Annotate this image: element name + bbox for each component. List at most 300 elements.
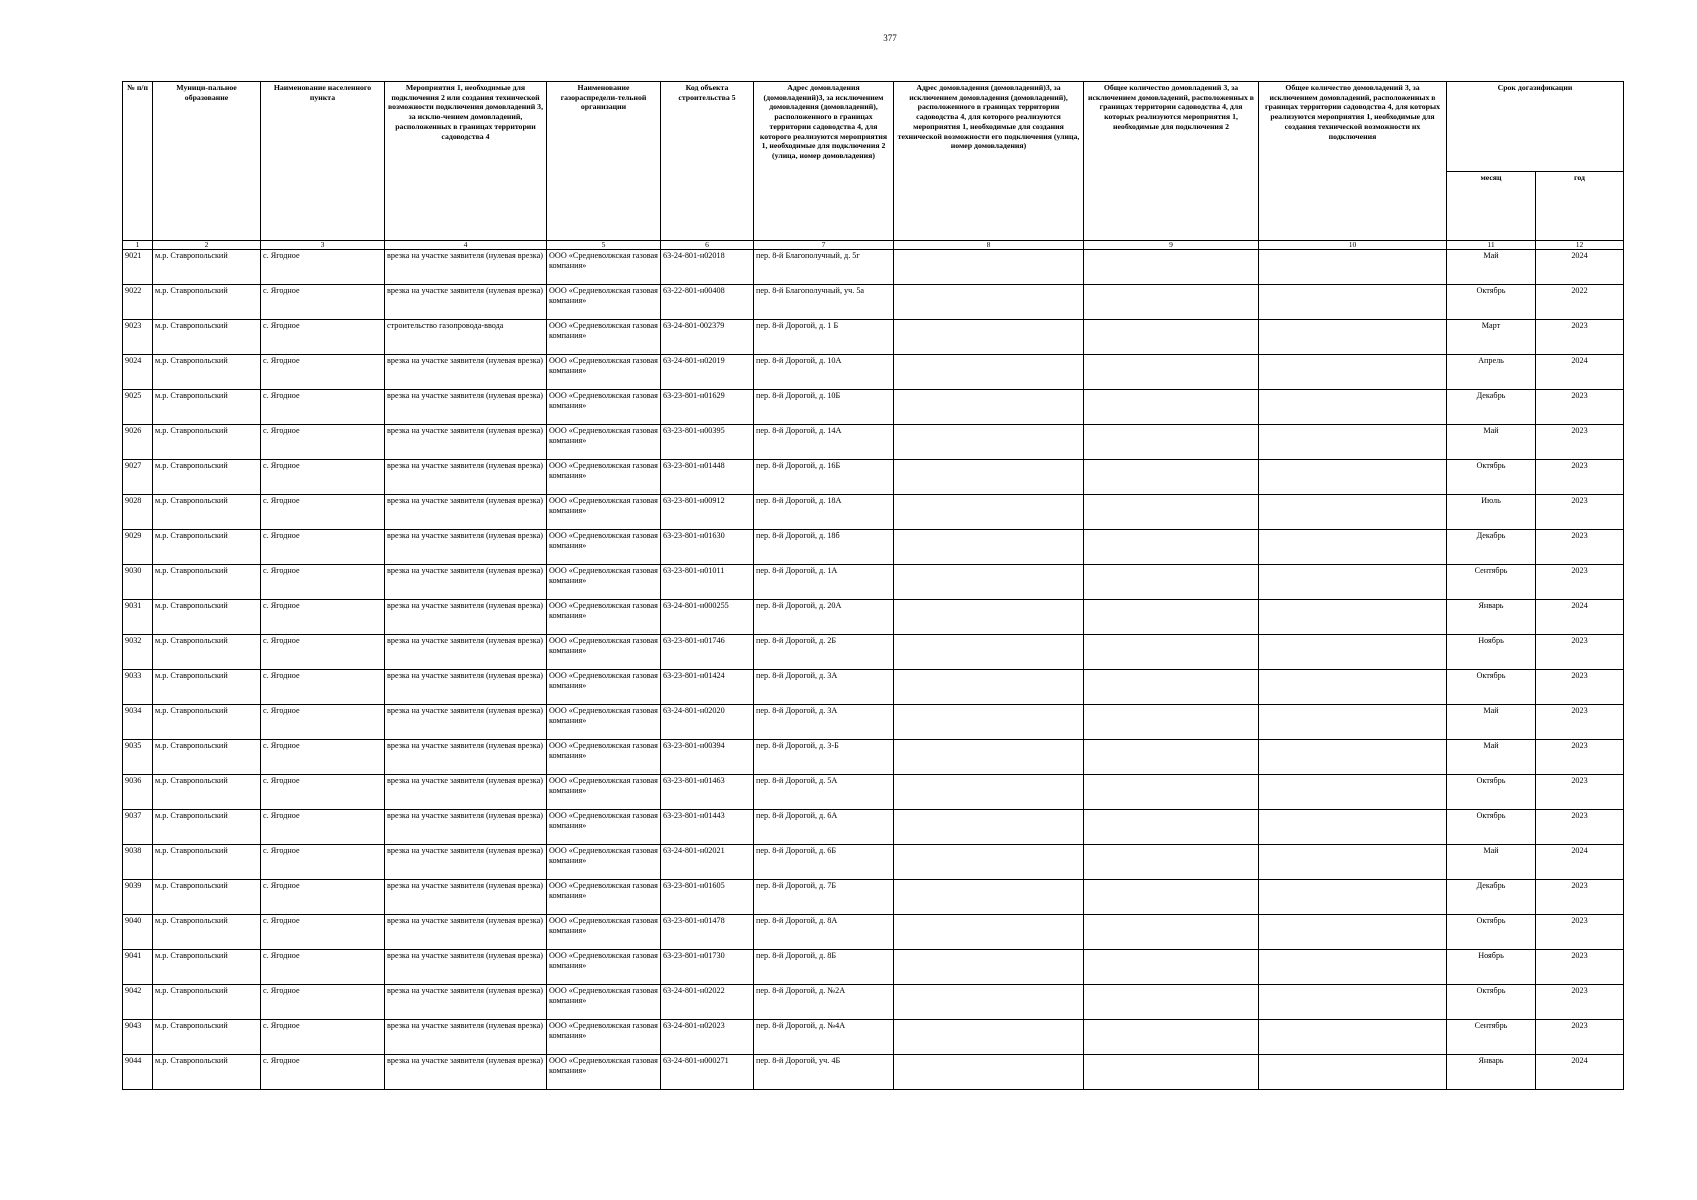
cell-row-number: 9036 [123,775,153,810]
cell-count-connect [1084,600,1259,635]
cell-row-number: 9032 [123,635,153,670]
table-row [123,810,1624,845]
cell-address: пер. 8-й Дорогой, д. 10Б [754,390,894,425]
cell-month: Октябрь [1447,810,1536,845]
cell-settlement: с. Ягодное [261,530,385,565]
column-number: 9 [1084,241,1259,250]
cell-year: 2023 [1536,705,1624,740]
cell-settlement: с. Ягодное [261,320,385,355]
cell-row-number: 9029 [123,530,153,565]
cell-month: Май [1447,740,1536,775]
cell-address-tech [894,565,1084,600]
cell-count-tech [1259,320,1447,355]
column-number: 10 [1259,241,1447,250]
column-number: 12 [1536,241,1624,250]
cell-gas-org: ООО «Средневолжская газовая компания» [547,705,661,740]
cell-row-number: 9035 [123,740,153,775]
cell-year: 2024 [1536,355,1624,390]
cell-municipal: м.р. Ставропольский [153,705,261,740]
cell-gas-org: ООО «Средневолжская газовая компания» [547,1055,661,1090]
cell-settlement: с. Ягодное [261,810,385,845]
cell-row-number: 9038 [123,845,153,880]
table-row [123,670,1624,705]
cell-object-code: 63-23-801-н00394 [661,740,754,775]
cell-count-tech [1259,705,1447,740]
table-row [123,600,1624,635]
cell-address: пер. 8-й Дорогой, д. №2А [754,985,894,1020]
cell-address: пер. 8-й Дорогой, д. 3А [754,705,894,740]
cell-address: пер. 8-й Дорогой, д. 3А [754,670,894,705]
cell-gas-org: ООО «Средневолжская газовая компания» [547,950,661,985]
cell-address-tech [894,460,1084,495]
cell-gas-org: ООО «Средневолжская газовая компания» [547,635,661,670]
cell-settlement: с. Ягодное [261,775,385,810]
cell-address-tech [894,915,1084,950]
cell-address-tech [894,740,1084,775]
cell-year: 2023 [1536,495,1624,530]
cell-measure: врезка на участке заявителя (нулевая врезка) [385,530,547,565]
cell-year: 2023 [1536,670,1624,705]
cell-address-tech [894,635,1084,670]
cell-municipal: м.р. Ставропольский [153,460,261,495]
cell-address: пер. 8-й Дорогой, д. 16Б [754,460,894,495]
cell-settlement: с. Ягодное [261,915,385,950]
cell-measure: врезка на участке заявителя (нулевая врезка) [385,1020,547,1055]
cell-measure: врезка на участке заявителя (нулевая врезка) [385,985,547,1020]
cell-municipal: м.р. Ставропольский [153,915,261,950]
table-row [123,355,1624,390]
cell-municipal: м.р. Ставропольский [153,600,261,635]
cell-measure: врезка на участке заявителя (нулевая врезка) [385,705,547,740]
cell-count-connect [1084,740,1259,775]
table-row [123,880,1624,915]
cell-measure: врезка на участке заявителя (нулевая врезка) [385,495,547,530]
cell-address: пер. 8-й Дорогой, д. 10А [754,355,894,390]
cell-object-code: 63-24-801-н02020 [661,705,754,740]
cell-settlement: с. Ягодное [261,880,385,915]
cell-month: Октябрь [1447,460,1536,495]
cell-year: 2023 [1536,915,1624,950]
table-row [123,1020,1624,1055]
cell-count-tech [1259,775,1447,810]
cell-address-tech [894,845,1084,880]
cell-year: 2022 [1536,285,1624,320]
column-number: 3 [261,241,385,250]
cell-month: Декабрь [1447,390,1536,425]
cell-object-code: 63-24-801-н000255 [661,600,754,635]
cell-measure: врезка на участке заявителя (нулевая врезка) [385,285,547,320]
cell-gas-org: ООО «Средневолжская газовая компания» [547,565,661,600]
table-row [123,250,1624,285]
cell-count-connect [1084,250,1259,285]
cell-year: 2023 [1536,425,1624,460]
cell-count-connect [1084,1055,1259,1090]
cell-gas-org: ООО «Средневолжская газовая компания» [547,320,661,355]
cell-object-code: 63-23-801-н01011 [661,565,754,600]
cell-address: пер. 8-й Дорогой, уч. 4Б [754,1055,894,1090]
column-number: 11 [1447,241,1536,250]
table-row [123,1055,1624,1090]
cell-year: 2023 [1536,880,1624,915]
cell-row-number: 9025 [123,390,153,425]
cell-count-tech [1259,915,1447,950]
cell-month: Сентябрь [1447,565,1536,600]
table-row [123,950,1624,985]
cell-municipal: м.р. Ставропольский [153,355,261,390]
cell-year: 2023 [1536,460,1624,495]
column-number: 7 [754,241,894,250]
cell-month: Ноябрь [1447,635,1536,670]
cell-row-number: 9041 [123,950,153,985]
cell-month: Октябрь [1447,670,1536,705]
table-row [123,845,1624,880]
cell-address-tech [894,390,1084,425]
cell-settlement: с. Ягодное [261,635,385,670]
cell-address: пер. 8-й Дорогой, д. 20А [754,600,894,635]
cell-address: пер. 8-й Дорогой, д. 1 Б [754,320,894,355]
column-number: 2 [153,241,261,250]
cell-count-tech [1259,880,1447,915]
cell-count-tech [1259,460,1447,495]
header-term: Срок догазификации [1447,82,1624,172]
cell-address-tech [894,950,1084,985]
cell-object-code: 63-23-801-н01478 [661,915,754,950]
cell-measure: врезка на участке заявителя (нулевая врезка) [385,355,547,390]
cell-address-tech [894,1055,1084,1090]
cell-count-connect [1084,950,1259,985]
cell-measure: врезка на участке заявителя (нулевая врезка) [385,740,547,775]
header-year: год [1536,172,1624,241]
cell-row-number: 9024 [123,355,153,390]
cell-gas-org: ООО «Средневолжская газовая компания» [547,250,661,285]
cell-object-code: 63-24-801-002379 [661,320,754,355]
cell-municipal: м.р. Ставропольский [153,880,261,915]
cell-gas-org: ООО «Средневолжская газовая компания» [547,985,661,1020]
cell-address: пер. 8-й Дорогой, д. 1А [754,565,894,600]
cell-municipal: м.р. Ставропольский [153,810,261,845]
cell-row-number: 9027 [123,460,153,495]
cell-gas-org: ООО «Средневолжская газовая компания» [547,740,661,775]
cell-settlement: с. Ягодное [261,670,385,705]
cell-month: Октябрь [1447,985,1536,1020]
cell-settlement: с. Ягодное [261,495,385,530]
cell-settlement: с. Ягодное [261,600,385,635]
cell-month: Март [1447,320,1536,355]
registry-rows [123,250,1624,1090]
header-measures: Мероприятия 1, необходимые для подключения 2 или создания технической возможности подключения домовладений 3, за исклю-чением домовладений, расположенных в границах территории садоводства 4 [385,82,547,241]
cell-municipal: м.р. Ставропольский [153,845,261,880]
cell-count-connect [1084,705,1259,740]
cell-municipal: м.р. Ставропольский [153,740,261,775]
cell-count-connect [1084,670,1259,705]
cell-object-code: 63-24-801-н02021 [661,845,754,880]
cell-gas-org: ООО «Средневолжская газовая компания» [547,670,661,705]
cell-address-tech [894,320,1084,355]
cell-count-connect [1084,565,1259,600]
cell-month: Май [1447,705,1536,740]
cell-count-tech [1259,1055,1447,1090]
table-row [123,705,1624,740]
table-row [123,390,1624,425]
cell-count-connect [1084,775,1259,810]
header-municipal: Муници-пальное образование [153,82,261,241]
cell-month: Октябрь [1447,775,1536,810]
cell-count-tech [1259,810,1447,845]
cell-address-tech [894,775,1084,810]
cell-address-tech [894,705,1084,740]
cell-address-tech [894,810,1084,845]
cell-address: пер. 8-й Благополучный, д. 5г [754,250,894,285]
cell-measure: врезка на участке заявителя (нулевая врезка) [385,460,547,495]
cell-measure: врезка на участке заявителя (нулевая врезка) [385,1055,547,1090]
cell-municipal: м.р. Ставропольский [153,250,261,285]
column-number-row [123,241,1624,250]
cell-year: 2023 [1536,635,1624,670]
cell-address: пер. 8-й Дорогой, д. 8А [754,915,894,950]
cell-address-tech [894,285,1084,320]
table-row [123,775,1624,810]
cell-gas-org: ООО «Средневолжская газовая компания» [547,355,661,390]
cell-count-tech [1259,565,1447,600]
cell-object-code: 63-23-801-н01448 [661,460,754,495]
cell-address: пер. 8-й Дорогой, д. 14А [754,425,894,460]
cell-object-code: 63-23-801-н01443 [661,810,754,845]
cell-gas-org: ООО «Средневолжская газовая компания» [547,1020,661,1055]
cell-municipal: м.р. Ставропольский [153,950,261,985]
cell-count-tech [1259,1020,1447,1055]
cell-row-number: 9034 [123,705,153,740]
header-count-tech: Общее количество домовладений 3, за исключением домовладений, расположенных в границах территории садоводства 4, для которых реализуются мероприятия 1, необходимые для создания технической возможности их подключения [1259,82,1447,241]
cell-address: пер. 8-й Благополучный, уч. 5а [754,285,894,320]
table-row [123,460,1624,495]
cell-gas-org: ООО «Средневолжская газовая компания» [547,600,661,635]
cell-object-code: 63-24-801-н02022 [661,985,754,1020]
cell-settlement: с. Ягодное [261,250,385,285]
table-row [123,320,1624,355]
cell-count-tech [1259,390,1447,425]
cell-gas-org: ООО «Средневолжская газовая компания» [547,495,661,530]
cell-municipal: м.р. Ставропольский [153,1020,261,1055]
cell-measure: врезка на участке заявителя (нулевая врезка) [385,565,547,600]
cell-municipal: м.р. Ставропольский [153,425,261,460]
cell-year: 2024 [1536,250,1624,285]
cell-object-code: 63-23-801-н00912 [661,495,754,530]
table-row [123,495,1624,530]
cell-year: 2023 [1536,390,1624,425]
cell-object-code: 63-23-801-н01730 [661,950,754,985]
cell-row-number: 9040 [123,915,153,950]
cell-count-connect [1084,495,1259,530]
cell-settlement: с. Ягодное [261,1020,385,1055]
cell-settlement: с. Ягодное [261,425,385,460]
cell-count-connect [1084,985,1259,1020]
cell-year: 2023 [1536,950,1624,985]
header-address-connect: Адрес домовладения (домовладений)3, за исключением домовладения (домовладений), расположенного в границах территории садоводства 4, для которого реализуются мероприятия 1, необходимые для подключения 2 (улица, номер домовладения) [754,82,894,241]
cell-count-tech [1259,495,1447,530]
cell-month: Октябрь [1447,915,1536,950]
cell-year: 2023 [1536,565,1624,600]
cell-settlement: с. Ягодное [261,985,385,1020]
cell-year: 2024 [1536,600,1624,635]
cell-count-tech [1259,250,1447,285]
header-month: месяц [1447,172,1536,241]
cell-municipal: м.р. Ставропольский [153,985,261,1020]
cell-object-code: 63-24-801-н02019 [661,355,754,390]
cell-month: Июль [1447,495,1536,530]
cell-count-connect [1084,915,1259,950]
cell-row-number: 9042 [123,985,153,1020]
cell-measure: врезка на участке заявителя (нулевая врезка) [385,845,547,880]
cell-count-connect [1084,355,1259,390]
cell-row-number: 9043 [123,1020,153,1055]
cell-address-tech [894,355,1084,390]
cell-object-code: 63-23-801-н01746 [661,635,754,670]
cell-address-tech [894,425,1084,460]
cell-count-connect [1084,320,1259,355]
cell-object-code: 63-23-801-н01424 [661,670,754,705]
cell-gas-org: ООО «Средневолжская газовая компания» [547,775,661,810]
cell-row-number: 9021 [123,250,153,285]
cell-measure: врезка на участке заявителя (нулевая врезка) [385,670,547,705]
cell-address: пер. 8-й Дорогой, д. 18А [754,495,894,530]
cell-year: 2024 [1536,845,1624,880]
table-row [123,285,1624,320]
cell-month: Январь [1447,600,1536,635]
cell-settlement: с. Ягодное [261,285,385,320]
cell-address-tech [894,985,1084,1020]
cell-month: Май [1447,250,1536,285]
table-row [123,565,1624,600]
table-row [123,985,1624,1020]
cell-count-connect [1084,285,1259,320]
cell-municipal: м.р. Ставропольский [153,775,261,810]
cell-count-tech [1259,985,1447,1020]
header-count-connect: Общее количество домовладений 3, за исключением домовладений, расположенных в границах территории садоводства 4, для которых реализуются мероприятия 1, необходимые для подключения 2 [1084,82,1259,241]
cell-object-code: 63-23-801-н01605 [661,880,754,915]
cell-gas-org: ООО «Средневолжская газовая компания» [547,880,661,915]
cell-row-number: 9030 [123,565,153,600]
cell-count-tech [1259,845,1447,880]
cell-address-tech [894,600,1084,635]
cell-year: 2023 [1536,1020,1624,1055]
registry-table [122,81,1624,1090]
cell-month: Декабрь [1447,880,1536,915]
cell-count-tech [1259,740,1447,775]
cell-gas-org: ООО «Средневолжская газовая компания» [547,845,661,880]
cell-count-connect [1084,425,1259,460]
cell-row-number: 9033 [123,670,153,705]
cell-settlement: с. Ягодное [261,565,385,600]
cell-municipal: м.р. Ставропольский [153,320,261,355]
cell-address-tech [894,530,1084,565]
column-number: 4 [385,241,547,250]
cell-municipal: м.р. Ставропольский [153,670,261,705]
cell-gas-org: ООО «Средневолжская газовая компания» [547,285,661,320]
cell-row-number: 9039 [123,880,153,915]
cell-settlement: с. Ягодное [261,460,385,495]
table-row [123,635,1624,670]
cell-municipal: м.р. Ставропольский [153,495,261,530]
cell-settlement: с. Ягодное [261,355,385,390]
cell-count-tech [1259,635,1447,670]
column-number: 5 [547,241,661,250]
cell-count-tech [1259,425,1447,460]
cell-gas-org: ООО «Средневолжская газовая компания» [547,915,661,950]
cell-municipal: м.р. Ставропольский [153,285,261,320]
cell-year: 2023 [1536,740,1624,775]
cell-settlement: с. Ягодное [261,845,385,880]
cell-count-connect [1084,810,1259,845]
cell-month: Ноябрь [1447,950,1536,985]
cell-count-connect [1084,1020,1259,1055]
cell-month: Апрель [1447,355,1536,390]
header-address-tech: Адрес домовладения (домовладений)3, за исключением домовладения (домовладений), расположенного в границах территории садоводства 4, для которого реализуются мероприятия 1, необходимые для создания технической возможности его подключения (улица, номер домовладения) [894,82,1084,241]
cell-month: Май [1447,425,1536,460]
cell-municipal: м.р. Ставропольский [153,1055,261,1090]
cell-year: 2023 [1536,810,1624,845]
cell-object-code: 63-24-801-н000271 [661,1055,754,1090]
cell-row-number: 9044 [123,1055,153,1090]
column-number: 6 [661,241,754,250]
cell-year: 2023 [1536,320,1624,355]
cell-object-code: 63-22-801-н00408 [661,285,754,320]
cell-count-tech [1259,285,1447,320]
cell-address: пер. 8-й Дорогой, д. 6Б [754,845,894,880]
cell-count-tech [1259,530,1447,565]
cell-row-number: 9037 [123,810,153,845]
table-row [123,915,1624,950]
cell-object-code: 63-23-801-н01629 [661,390,754,425]
cell-row-number: 9022 [123,285,153,320]
cell-address-tech [894,880,1084,915]
cell-address-tech [894,670,1084,705]
cell-object-code: 63-24-801-н02018 [661,250,754,285]
cell-gas-org: ООО «Средневолжская газовая компания» [547,425,661,460]
cell-measure: врезка на участке заявителя (нулевая врезка) [385,250,547,285]
table-row [123,425,1624,460]
cell-count-connect [1084,635,1259,670]
cell-measure: врезка на участке заявителя (нулевая врезка) [385,425,547,460]
header-no: № п/п [123,82,153,241]
cell-count-connect [1084,880,1259,915]
cell-address-tech [894,250,1084,285]
cell-month: Май [1447,845,1536,880]
cell-municipal: м.р. Ставропольский [153,635,261,670]
cell-measure: врезка на участке заявителя (нулевая врезка) [385,950,547,985]
header-gas-org: Наименование газораспредели-тельной организации [547,82,661,241]
cell-municipal: м.р. Ставропольский [153,565,261,600]
cell-year: 2023 [1536,985,1624,1020]
cell-address: пер. 8-й Дорогой, д. 7Б [754,880,894,915]
cell-address: пер. 8-й Дорогой, д. 6А [754,810,894,845]
cell-row-number: 9023 [123,320,153,355]
cell-object-code: 63-23-801-н01630 [661,530,754,565]
cell-count-tech [1259,355,1447,390]
cell-gas-org: ООО «Средневолжская газовая компания» [547,390,661,425]
cell-gas-org: ООО «Средневолжская газовая компания» [547,530,661,565]
cell-measure: врезка на участке заявителя (нулевая врезка) [385,915,547,950]
cell-settlement: с. Ягодное [261,1055,385,1090]
cell-year: 2023 [1536,775,1624,810]
cell-address: пер. 8-й Дорогой, д. 18б [754,530,894,565]
cell-month: Сентябрь [1447,1020,1536,1055]
cell-year: 2023 [1536,530,1624,565]
cell-measure: врезка на участке заявителя (нулевая врезка) [385,880,547,915]
cell-address: пер. 8-й Дорогой, д. 8Б [754,950,894,985]
cell-count-connect [1084,460,1259,495]
cell-municipal: м.р. Ставропольский [153,530,261,565]
cell-settlement: с. Ягодное [261,950,385,985]
